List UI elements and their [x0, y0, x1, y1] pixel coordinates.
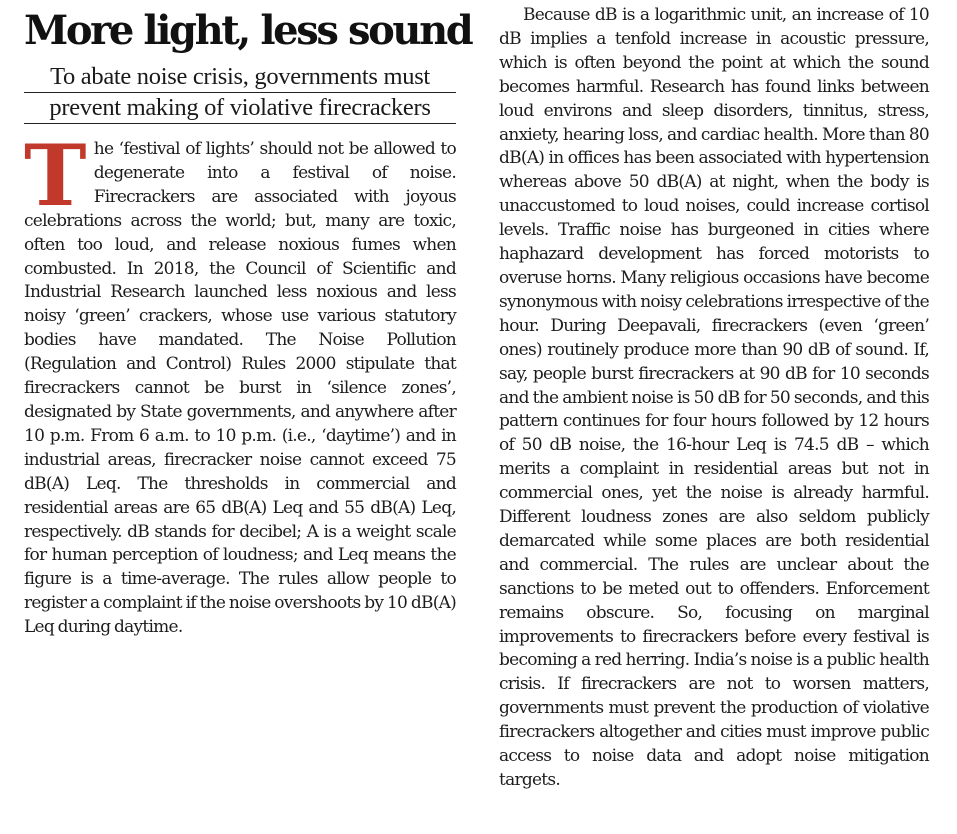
deck: [24, 62, 456, 124]
left-column-text: he ‘festival of lights’ should not be allowed to degenerate into a festival of noise. Firecrackers are associated with joyous celebrations across the world; but, many are toxic, often too loud, and release noxious fumes when combusted. In 2018, the Council of Scientific and Industrial Research launched less noxious and less noisy ‘green’ crackers, whose use various statutory bodies have mandated. The Noise Pollution (Regulation and Control) Rules 2000 stipulate that firecrackers cannot be burst in ‘silence zones’, designated by State governments, and anywhere after 10 p.m. From 6 a.m. to 10 p.m. (i.e., ‘daytime’) and in industrial areas, firecracker noise cannot exceed 75 dB(A) Leq. The thresholds in commercial and residential areas are 65 dB(A) Leq and 55 dB(A) Leq, respectively. dB stands for decibel; A is a weight scale for human perception of loudness; and Leq means the figure is a time-average. The rules allow people to register a complaint if the noise overshoots by 10 dB(A) Leq during daytime.: [24, 139, 456, 638]
drop-cap: T: [24, 126, 86, 225]
left-column: [24, 126, 456, 640]
deck-line-2: prevent making of violative firecrackers: [24, 93, 456, 124]
deck-line-1: To abate noise crisis, governments must: [24, 62, 456, 93]
right-column: Because dB is a logarithmic unit, an increase of 10 dB implies a tenfold increase in acoustic pressure, which is often beyond the point at which the sound becomes harmful. Research has found links between loud environs and sleep disorders, tinnitus, stress, anxiety, hearing loss, and cardiac health. More than 80 dB(A) in offices has been associated with hypertension whereas above 50 dB(A) at night, when the body is unaccustomed to loud noises, could increase cortisol levels. Traffic noise has burgeoned in cities where haphazard development has forced motorists to overuse horns. Many religious occasions have become synonymous with noisy celebrations irrespective of the hour. During Deepavali, firecrackers (even ‘green’ ones) routinely produce more than 90 dB of sound. If, say, people burst firecrackers at 90 dB for 10 seconds and the ambient noise is 50 dB for 50 seconds, and this pattern continues for four hours followed by 12 hours of 50 dB noise, the 16-hour Leq is 74.5 dB – which merits a complaint in residential areas but not in commercial ones, yet the noise is already harmful. Different loudness zones are also seldom publicly demarcated while some places are both residential and commercial. The rules are unclear about the sanctions to be meted out to offenders. Enforcement remains obscure. So, focusing on marginal improvements to firecrackers before every festival is becoming a red herring. India’s noise is a public health crisis. If firecrackers are not to worsen matters, governments must prevent the production of violative firecrackers altogether and cities must improve public access to noise data and adopt noise mitigation targets.: [499, 5, 929, 790]
headline: More light, less sound: [24, 7, 472, 54]
